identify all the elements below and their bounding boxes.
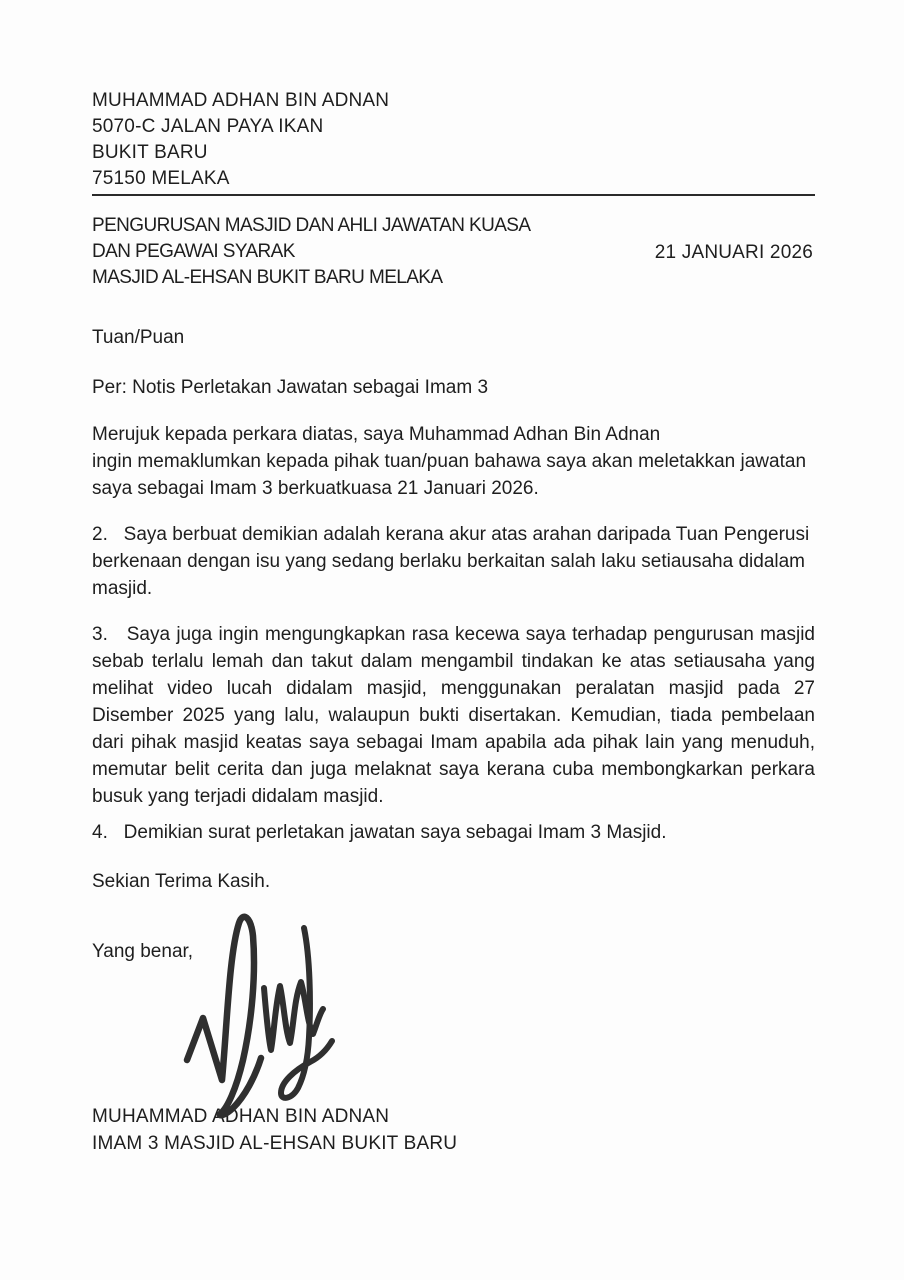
divider-line (92, 194, 815, 196)
recipient-address: PENGURUSAN MASJID DAN AHLI JAWATAN KUASA DAN PEGAWAI SYARAK MASJID AL-EHSAN BUKIT BARU MELAKA (92, 215, 531, 288)
subject-line: Per: Notis Perletakan Jawatan sebagai Imam 3 (92, 377, 489, 398)
signature-area (92, 925, 815, 1103)
paragraph-2: 2. Saya berbuat demikian adalah kerana akur atas arahan daripada Tuan Pengerusi berkenaan dengan isu yang sedang berlaku berkaitan salah laku setiausaha didalam masjid. (92, 524, 810, 599)
signatory-block (92, 1103, 815, 1157)
salutation: Tuan/Puan (92, 327, 185, 348)
signatory-title: IMAM 3 MASJID AL-EHSAN BUKIT BARU (92, 1133, 458, 1154)
paragraph-1: Merujuk kepada perkara diatas, saya Muhammad Adhan Bin Adnan ingin memaklumkan kepada pihak tuan/puan bahawa saya akan meletakkan jawatan saya sebagai Imam 3 berkuatkuasa 21 Januari 2026. (92, 424, 807, 499)
paragraph-4: 4. Demikian surat perletakan jawatan saya sebagai Imam 3 Masjid. (92, 822, 667, 843)
closing-line: Sekian Terima Kasih. (92, 871, 271, 892)
recipient-row (92, 213, 815, 291)
letter-date: 21 JANUARI 2026 (654, 241, 813, 263)
signatory-name: MUHAMMAD ADHAN BIN ADNAN (92, 1106, 390, 1127)
sender-address: MUHAMMAD ADHAN BIN ADNAN 5070-C JALAN PAYA IKAN BUKIT BARU 75150 MELAKA (92, 90, 390, 189)
sign-off: Yang benar, (92, 941, 194, 962)
paragraph-3: 3. Saya juga ingin mengungkapkan rasa kecewa saya terhadap pengurusan masjid sebab terlalu lemah dan takut dalam mengambil tindakan ke atas setiausaha yang melihat video lucah didalam masjid, menggunakan peralatan masjid pada 27 Disember 2025 yang lalu, walaupun bukti disertakan. Kemudian, tiada pembelaan dari pihak masjid keatas saya sebagai Imam apabila ada pihak lain yang menuduh, memutar belit cerita dan juga melaknat saya kerana cuba membongkarkan perkara busuk yang terjadi didalam masjid. (92, 624, 815, 807)
